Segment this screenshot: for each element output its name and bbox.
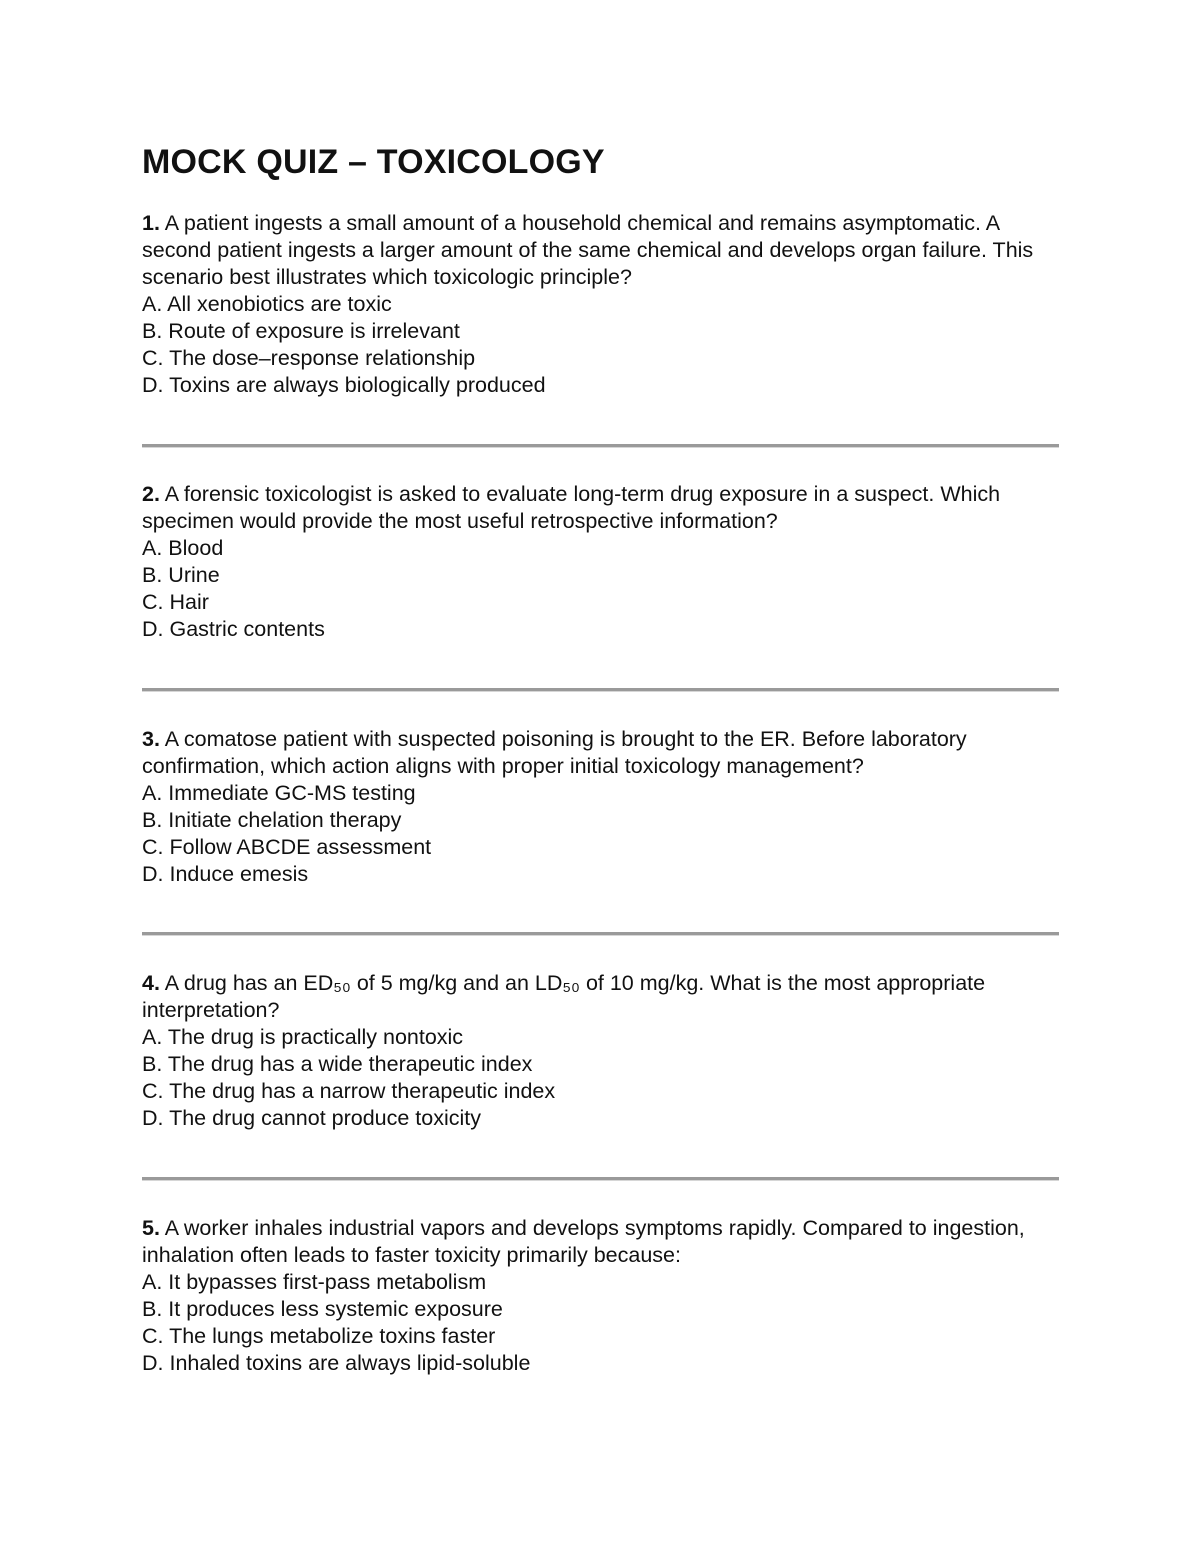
question-4 [142,970,1072,1132]
question-text: A forensic toxicologist is asked to evaluate long-term drug exposure in a suspect. Which specimen would provide the most useful retrospective information? [142,482,1001,533]
option-a: A. All xenobiotics are toxic [142,292,392,316]
question-number: 1. [142,211,160,235]
question-text: A worker inhales industrial vapors and develops symptoms rapidly. Compared to ingestion, inhalation often leads to faster toxicity primarily because: [142,1216,1025,1267]
question-stem [142,726,1072,780]
option-d: D. Inhaled toxins are always lipid-soluble [142,1351,531,1375]
option-b: B. Initiate chelation therapy [142,808,402,832]
question-3 [142,726,1072,888]
question-number: 4. [142,971,160,995]
option-d: D. Toxins are always biologically produced [142,373,546,397]
option-c: C. The lungs metabolize toxins faster [142,1324,496,1348]
divider-line [142,688,1059,692]
question-text: A comatose patient with suspected poisoning is brought to the ER. Before laboratory confirmation, which action aligns with proper initial toxicology management? [142,727,967,778]
question-stem [142,210,1072,291]
option-d: D. Induce emesis [142,862,309,886]
question-5 [142,1215,1072,1377]
divider-line [142,932,1059,936]
option-a: A. Blood [142,536,224,560]
question-2 [142,481,1072,643]
option-a: A. Immediate GC-MS testing [142,781,416,805]
question-1 [142,210,1072,399]
question-number: 5. [142,1216,160,1240]
question-text: A patient ingests a small amount of a household chemical and remains asymptomatic. A second patient ingests a larger amount of the same chemical and develops organ failure. This scenario best illustrates which toxicologic principle? [142,211,1034,289]
divider-line [142,1177,1059,1181]
option-d: D. The drug cannot produce toxicity [142,1106,482,1130]
page-title: MOCK QUIZ – TOXICOLOGY [142,143,605,181]
option-a: A. It bypasses first-pass metabolism [142,1270,487,1294]
question-stem [142,1215,1072,1269]
option-c: C. The dose–response relationship [142,346,476,370]
option-a: A. The drug is practically nontoxic [142,1025,464,1049]
option-c: C. The drug has a narrow therapeutic index [142,1079,556,1103]
question-number: 2. [142,482,160,506]
option-b: B. The drug has a wide therapeutic index [142,1052,533,1076]
question-number: 3. [142,727,160,751]
option-c: C. Hair [142,590,209,614]
question-stem [142,970,1072,1024]
option-c: C. Follow ABCDE assessment [142,835,432,859]
option-d: D. Gastric contents [142,617,325,641]
question-text: A drug has an ED₅₀ of 5 mg/kg and an LD₅₀ of 10 mg/kg. What is the most appropriate interpretation? [142,971,986,1022]
question-stem [142,481,1072,535]
option-b: B. Route of exposure is irrelevant [142,319,460,343]
option-b: B. It produces less systemic exposure [142,1297,503,1321]
option-b: B. Urine [142,563,220,587]
divider-line [142,444,1059,448]
